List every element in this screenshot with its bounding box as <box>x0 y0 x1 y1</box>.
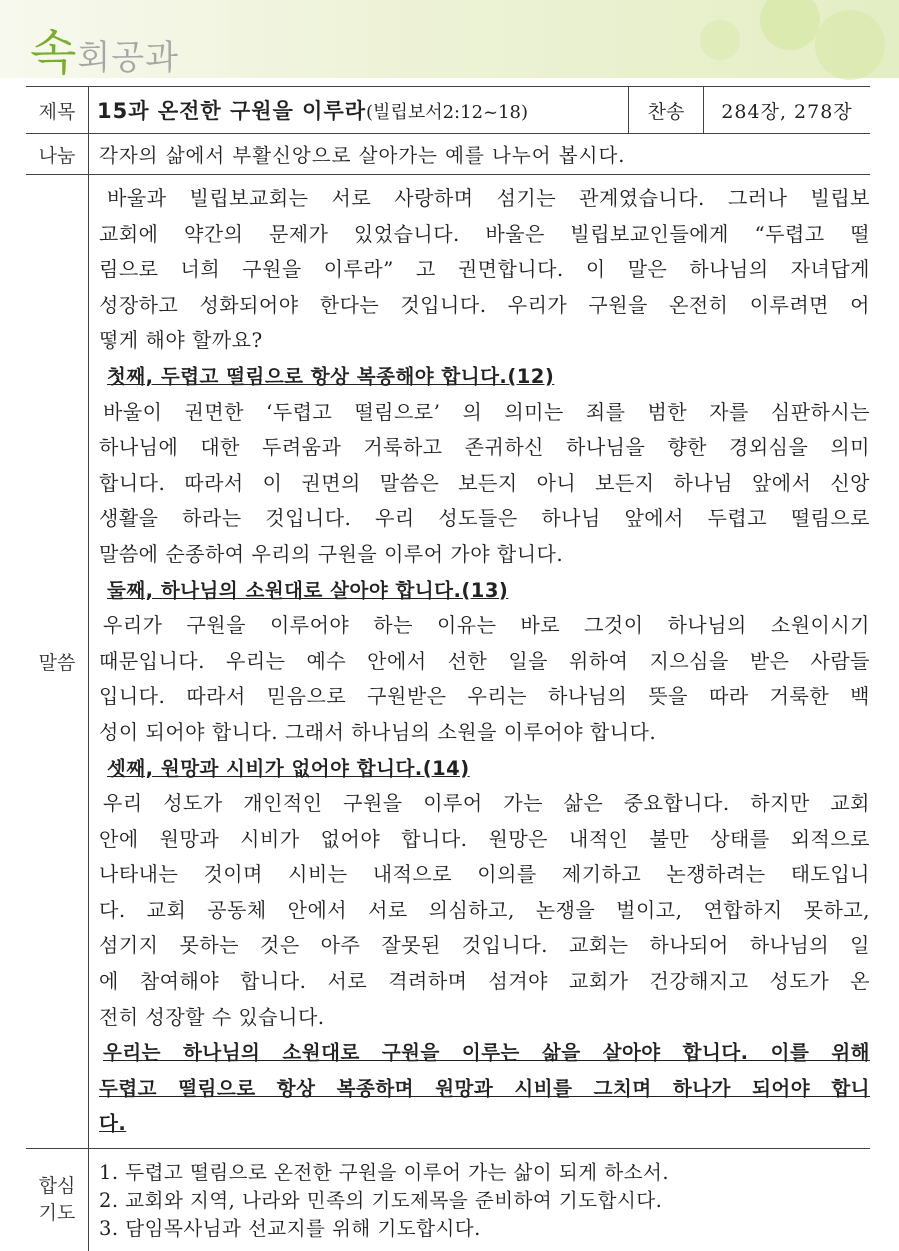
prayer-label-line2: 기도 <box>38 1202 76 1225</box>
body-line: 입니다. 따라서 믿음으로 구원받은 우리는 하나님의 뜻을 따라 거룩한 백 <box>99 684 870 709</box>
body-line: 전히 성장할 수 있습니다. <box>99 1004 325 1029</box>
point1-heading: 첫째, 두렵고 떨림으로 항상 복종해야 합니다.(12) <box>107 364 555 388</box>
word-row <box>26 175 870 1149</box>
body-line: 에 참여해야 합니다. 서로 격려하며 섬겨야 교회가 건강해지고 성도가 온 <box>99 969 870 994</box>
prayer-row <box>26 1149 870 1251</box>
body-line: 바울과 빌립보교회는 서로 사랑하며 섬기는 관계였습니다. 그러나 빌립보 <box>107 186 870 210</box>
prayer-item: 1. 두렵고 떨림으로 온전한 구원을 이루어 가는 삶이 되게 하소서. <box>99 1161 670 1185</box>
point2-heading: 둘째, 하나님의 소원대로 살아야 합니다.(13) <box>107 578 509 602</box>
body-line: 성장하고 성화되어야 한다는 것입니다. 우리가 구원을 온전히 이루려면 어 <box>99 292 870 317</box>
body-line: 우리가 구원을 이루어야 하는 이유는 바로 그것이 하나님의 소원이시기 <box>103 613 870 638</box>
hymn-numbers: 284장, 278장 <box>704 87 871 134</box>
prayer-label-line1: 합심 <box>38 1175 76 1198</box>
prayer-item: 2. 교회와 지역, 나라와 민족의 기도제목을 준비하여 기도합시다. <box>99 1189 663 1213</box>
share-label: 나눔 <box>26 134 89 175</box>
logo-rest-text: 회공과 <box>77 38 179 78</box>
sermon-body <box>89 175 871 1149</box>
body-line: 하나님에 대한 두려움과 거룩하고 존귀하신 하나님을 향한 경외심을 의미 <box>99 435 870 460</box>
lesson-title-cell <box>89 87 629 134</box>
body-line: 말씀에 순종하여 우리의 구원을 이루어 가야 합니다. <box>99 541 564 566</box>
conclusion-line: 우리는 하나님의 소원대로 구원을 이루는 삶을 살아야 합니다. 이를 위해 <box>103 1041 870 1065</box>
conclusion-line: 다. <box>99 1112 127 1136</box>
section-logo <box>30 14 179 83</box>
hymn-label: 찬송 <box>629 87 704 134</box>
word-label: 말씀 <box>26 175 89 1149</box>
logo-first-char: 속 <box>30 25 78 81</box>
scripture-reference: (빌립보서2:12~18) <box>366 102 529 123</box>
point3-heading: 셋째, 원망과 시비가 없어야 합니다.(14) <box>107 756 470 780</box>
share-text: 각자의 삶에서 부활신앙으로 살아가는 예를 나누어 봅시다. <box>89 134 871 175</box>
body-line: 성이 되어야 합니다. 그래서 하나님의 소원을 이루어야 합니다. <box>99 719 657 744</box>
header-band <box>0 0 899 81</box>
title-label: 제목 <box>26 87 89 134</box>
clover-decoration <box>700 20 740 60</box>
body-line: 교회에 약간의 문제가 있었습니다. 바울은 빌립보교인들에게 “두렵고 떨 <box>99 221 870 246</box>
prayer-label <box>26 1149 89 1251</box>
body-line: 섬기지 못하는 것은 아주 잘못된 것입니다. 교회는 하나되어 하나님의 일 <box>99 933 870 958</box>
body-line: 안에 원망과 시비가 없어야 합니다. 원망은 내적인 불만 상태를 외적으로 <box>99 826 870 851</box>
body-line: 림으로 너희 구원을 이루라” 고 권면합니다. 이 말은 하나님의 자녀답게 <box>99 257 870 282</box>
lesson-title: 15과 온전한 구원을 이루라 <box>97 99 367 123</box>
body-line: 합니다. 따라서 이 권면의 말씀은 보든지 아니 보든지 하나님 앞에서 신앙 <box>99 470 870 495</box>
clover-decoration <box>815 10 885 80</box>
title-row <box>26 87 870 134</box>
share-row <box>26 134 870 175</box>
body-line: 생활을 하라는 것입니다. 우리 성도들은 하나님 앞에서 두렵고 떨림으로 <box>99 506 870 531</box>
body-line: 떻게 해야 할까요? <box>99 328 263 353</box>
conclusion-line: 두렵고 떨림으로 항상 복종하며 원망과 시비를 그치며 하나가 되어야 합니 <box>99 1076 870 1100</box>
body-line: 우리 성도가 개인적인 구원을 이루어 가는 삶은 중요합니다. 하지만 교회 <box>103 791 870 816</box>
body-line: 다. 교회 공동체 안에서 서로 의심하고, 논쟁을 벌이고, 연합하지 못하고, <box>99 897 870 922</box>
prayer-item: 3. 담임목사님과 선교지를 위해 기도합시다. <box>99 1217 481 1241</box>
body-line: 바울이 권면한 ‘두렵고 떨림으로’ 의 의미는 죄를 범한 자를 심판하시는 <box>103 399 870 424</box>
clover-decoration <box>760 0 820 50</box>
body-line: 때문입니다. 우리는 예수 안에서 선한 일을 위하여 지으심을 받은 사람들 <box>99 648 870 673</box>
lesson-worksheet <box>26 86 870 1251</box>
body-line: 나타내는 것이며 시비는 내적으로 이의를 제기하고 논쟁하려는 태도입니 <box>99 862 870 887</box>
prayer-list <box>89 1149 871 1251</box>
